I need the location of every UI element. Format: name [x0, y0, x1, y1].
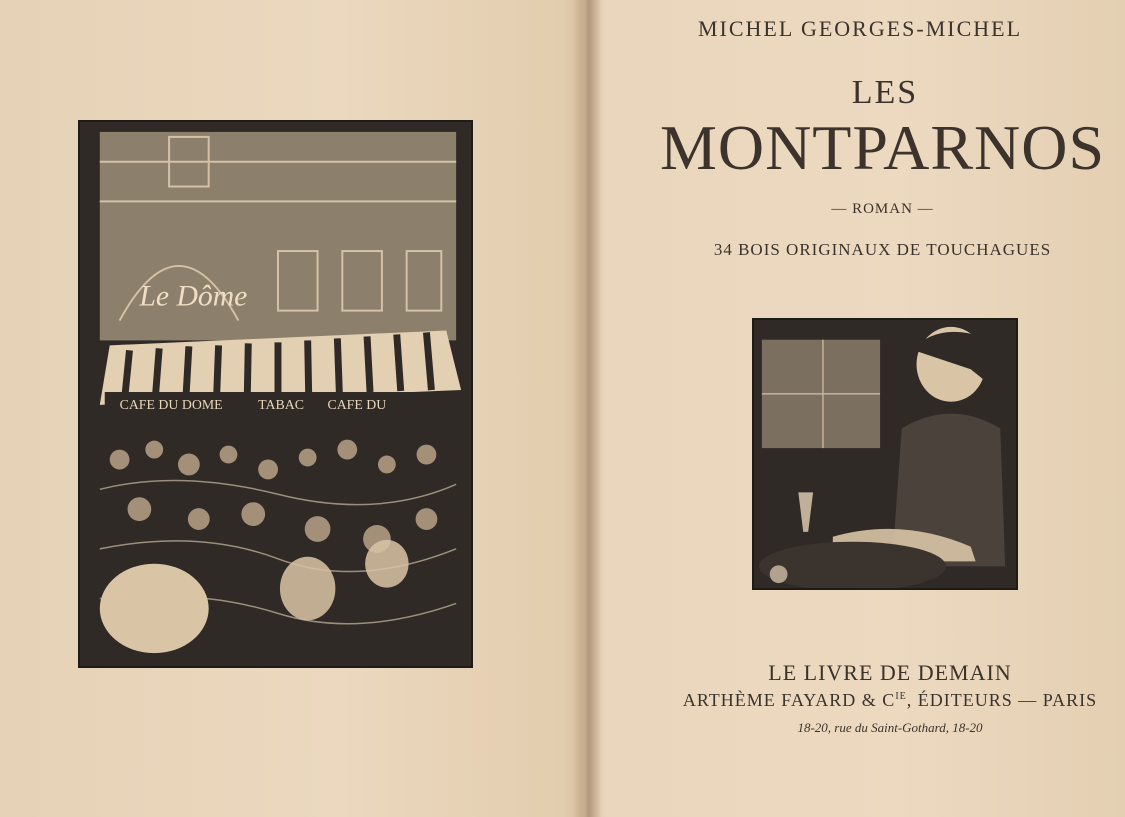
sign-le-dome: Le Dôme: [139, 280, 248, 313]
sign-tabac: TABAC: [258, 397, 304, 413]
series-name: LE LIVRE DE DEMAIN: [768, 660, 1012, 685]
author-name: MICHEL GEORGES-MICHEL: [697, 16, 1023, 41]
publisher-sup: IE: [895, 691, 907, 702]
title-article: LES: [851, 74, 919, 111]
sign-cafe-du-dome: CAFE DU DOME: [119, 397, 223, 413]
illustrations-note: 34 BOIS ORIGINAUX DE TOUCHAGUES: [713, 240, 1052, 259]
publisher-line: [600, 690, 1125, 711]
cafe-dome-illustration: [80, 122, 471, 666]
woman-at-cafe-illustration: [754, 320, 1016, 588]
book-title: MONTPARNOS: [659, 112, 1106, 183]
genre-label: — ROMAN —: [831, 201, 934, 217]
publisher-address: 18-20, rue du Saint-Gothard, 18-20: [797, 720, 983, 735]
publisher-suffix: , ÉDITEURS — PARIS: [906, 690, 1098, 710]
title-page-woodcut: [752, 318, 1018, 590]
sign-cafe-du: CAFE DU: [327, 397, 387, 413]
frontispiece-woodcut: [78, 120, 473, 668]
book-gutter: [572, 0, 602, 817]
publisher-prefix: ARTHÈME FAYARD & C: [682, 690, 896, 710]
